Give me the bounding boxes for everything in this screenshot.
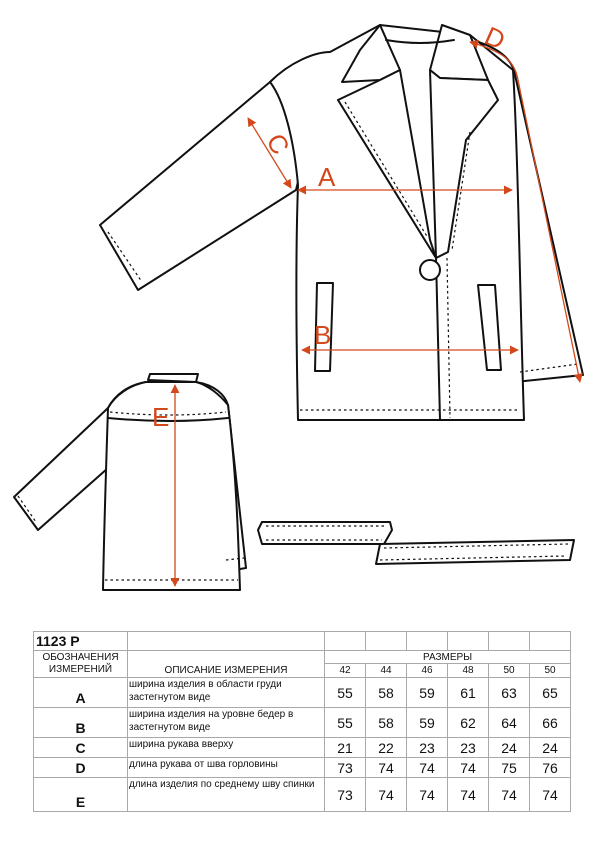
measurement-value: 55 [325, 678, 366, 708]
measurement-value: 24 [530, 738, 571, 758]
measurement-value: 21 [325, 738, 366, 758]
measurement-value: 58 [366, 678, 407, 708]
table-header-row [34, 651, 571, 664]
measurement-value: 62 [448, 708, 489, 738]
size-spec-table [33, 631, 571, 812]
size-header-cell: 50 [530, 664, 571, 678]
measurement-value: 74 [366, 758, 407, 778]
measurement-value: 74 [407, 758, 448, 778]
size-header-cell: 46 [407, 664, 448, 678]
back-body [103, 382, 240, 590]
model-code: 1123 Р [34, 632, 128, 651]
measurement-value: 63 [489, 678, 530, 708]
measurement-code: C [34, 738, 128, 758]
table-row [34, 708, 571, 738]
measurement-value: 75 [489, 758, 530, 778]
back-collar [148, 374, 198, 382]
table-row [34, 758, 571, 778]
measurement-value: 74 [448, 778, 489, 812]
measurement-code: A [34, 678, 128, 708]
measure-e-label: E [152, 402, 170, 432]
size-header-cell: 50 [489, 664, 530, 678]
measurement-value: 74 [366, 778, 407, 812]
measurement-code: E [34, 778, 128, 812]
measurement-value: 76 [530, 758, 571, 778]
measure-b-label: B [314, 320, 332, 350]
code-column-header: ОБОЗНАЧЕНИЯ ИЗМЕРЕНИЙ [34, 651, 128, 678]
size-header-cell: 48 [448, 664, 489, 678]
back-jacket-sketch [14, 374, 246, 590]
measurement-value: 73 [325, 758, 366, 778]
measurement-description: длина рукава от шва горловины [128, 758, 325, 778]
measurement-value: 74 [407, 778, 448, 812]
sizes-header: РАЗМЕРЫ [325, 651, 571, 664]
measurement-value: 73 [325, 778, 366, 812]
measurement-value: 74 [489, 778, 530, 812]
measurement-value: 61 [448, 678, 489, 708]
measurement-value: 74 [448, 758, 489, 778]
measurement-code: D [34, 758, 128, 778]
measure-d-label: D [480, 20, 510, 56]
measurement-description: ширина изделия в области груди застегнутом виде [128, 678, 325, 708]
measurement-code: B [34, 708, 128, 738]
measure-a-label: A [318, 162, 336, 192]
measurement-value: 55 [325, 708, 366, 738]
table-row [34, 738, 571, 758]
measurement-value: 59 [407, 678, 448, 708]
measure-c-label: C [260, 128, 296, 160]
measurement-value: 65 [530, 678, 571, 708]
measurement-value: 66 [530, 708, 571, 738]
measurement-value: 58 [366, 708, 407, 738]
measurement-value: 64 [489, 708, 530, 738]
measurement-description: длина изделия по среднему шву спинки [128, 778, 325, 812]
measurement-value: 24 [489, 738, 530, 758]
table-title-row [34, 632, 571, 651]
description-column-header: ОПИСАНИЕ ИЗМЕРЕНИЯ [128, 651, 325, 678]
measurement-description: ширина изделия на уровне бедер в застегнутом виде [128, 708, 325, 738]
front-jacket-sketch [100, 25, 583, 420]
table-row [34, 678, 571, 708]
size-header-cell: 42 [325, 664, 366, 678]
measurement-value: 23 [448, 738, 489, 758]
measurement-value: 74 [530, 778, 571, 812]
measurement-value: 59 [407, 708, 448, 738]
front-button [420, 260, 440, 280]
belt-left-piece [258, 522, 392, 544]
measurement-value: 22 [366, 738, 407, 758]
measurement-description: ширина рукава вверху [128, 738, 325, 758]
belt-right-piece [376, 540, 574, 564]
size-header-cell: 44 [366, 664, 407, 678]
measurement-value: 23 [407, 738, 448, 758]
table-row [34, 778, 571, 812]
belt-sketch [258, 522, 574, 564]
